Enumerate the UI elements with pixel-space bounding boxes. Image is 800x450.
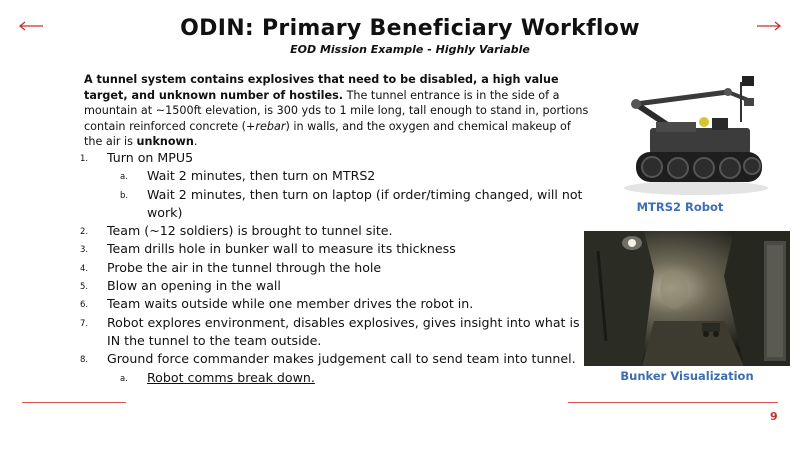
- step-8a: [107, 369, 590, 387]
- step-number: 1.: [80, 154, 89, 164]
- step-8-substeps: [107, 369, 590, 387]
- step-1a: [107, 167, 590, 185]
- robot-image: [616, 70, 776, 198]
- step-number: 3.: [80, 245, 89, 256]
- step-text: Wait 2 minutes, then turn on MTRS2: [147, 168, 376, 184]
- step-text: Team (~12 soldiers) is brought to tunnel site.: [107, 223, 393, 239]
- step-number: 5.: [80, 282, 89, 293]
- step-text: Probe the air in the tunnel through the hole: [107, 259, 382, 275]
- step-number: 6.: [80, 300, 89, 311]
- intro-rebar: +rebar: [246, 119, 286, 133]
- step-number: 8.: [80, 355, 89, 366]
- step-1: [80, 149, 590, 222]
- step-number: b.: [120, 190, 129, 201]
- bunker-caption: Bunker Visualization: [620, 369, 754, 383]
- step-number: 2.: [80, 227, 89, 238]
- step-1b: [107, 186, 590, 223]
- intro-text-1: The tunnel entrance is in the side of a mountain at ~1500ft elevation, is 300 yds to 1 mile long, tall enough to stand in, portions contain reinforced concrete (: [84, 88, 589, 133]
- intro-text-end: .: [193, 135, 198, 148]
- intro-text-2: ) in walls, and the oxygen and chemical makeup of the air is: [84, 119, 571, 148]
- step-6: [80, 295, 590, 313]
- step-text: Wait 2 minutes, then turn on laptop (if order/timing changed, will not work): [147, 186, 583, 220]
- footer-rule-left: [22, 402, 126, 403]
- step-text: Blow an opening in the wall: [107, 278, 281, 294]
- step-text: Turn on MPU5: [107, 150, 194, 165]
- page-number: 9: [770, 410, 778, 423]
- step-number: a.: [120, 373, 128, 384]
- step-1-substeps: [107, 167, 590, 222]
- step-text: Robot explores environment, disables explosives, gives insight into what is IN the tunnel to the team outside.: [107, 314, 580, 348]
- slide-title: ODIN: Primary Beneficiary Workflow: [180, 16, 640, 41]
- intro-unknown: unknown: [136, 135, 194, 148]
- step-text: Robot comms break down.: [147, 369, 315, 385]
- step-number: 7.: [80, 318, 89, 329]
- step-8: [80, 350, 590, 387]
- robot-caption: MTRS2 Robot: [636, 200, 724, 214]
- step-number: 4.: [80, 263, 89, 274]
- step-number: a.: [120, 172, 128, 183]
- step-3: [80, 240, 590, 258]
- footer-rule-right: [568, 402, 778, 403]
- bunker-image: [584, 231, 790, 366]
- workflow-steps: [80, 149, 590, 387]
- intro-bold-lead: A tunnel system contains explosives that need to be disabled, a high value target, and unknown number of hostiles.: [84, 73, 559, 102]
- step-5: [80, 277, 590, 295]
- step-7: [80, 314, 590, 351]
- intro-paragraph: [84, 72, 592, 150]
- step-text: Team drills hole in bunker wall to measure its thickness: [107, 241, 456, 257]
- step-text: Team waits outside while one member drives the robot in.: [107, 296, 474, 312]
- step-2: [80, 222, 590, 240]
- step-text: Ground force commander makes judgement call to send team into tunnel.: [107, 351, 576, 367]
- slide-subtitle: EOD Mission Example - Highly Variable: [290, 43, 530, 56]
- step-4: [80, 259, 590, 277]
